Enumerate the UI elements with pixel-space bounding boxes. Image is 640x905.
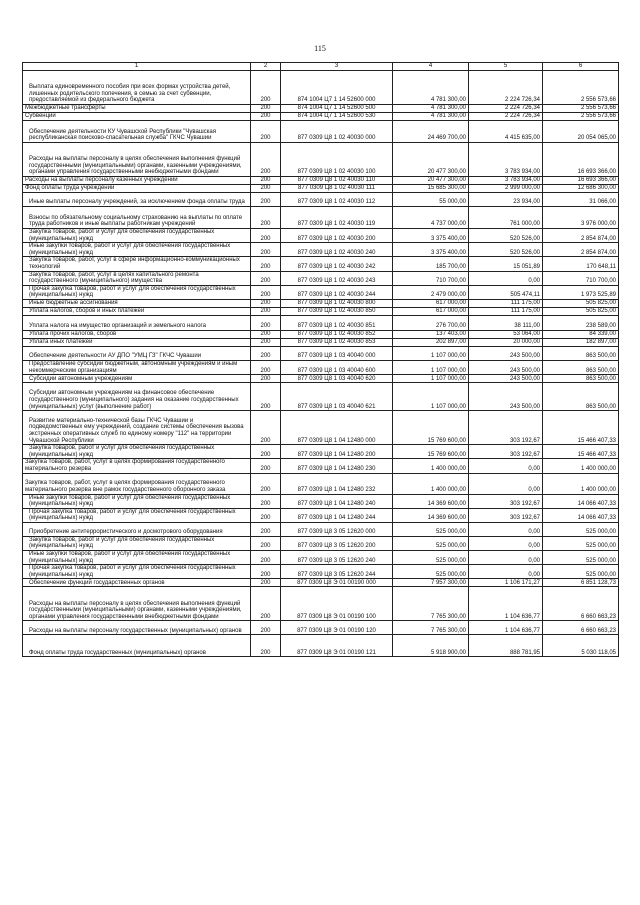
row-classification-code-cell: 877 0309 Ц8 Э 01 00190 100 <box>281 587 393 621</box>
column-header: 5 <box>469 63 543 71</box>
row-classification-code-cell: 877 0309 Ц8 1 02 40030 240 <box>281 243 393 257</box>
row-executed-amount-cell: 4 415 635,00 <box>469 121 543 143</box>
row-classification-code-cell: 877 0309 Ц8 1 02 40030 112 <box>281 193 393 207</box>
table-row <box>23 473 619 494</box>
budget-execution-table <box>22 62 619 657</box>
row-executed-amount-cell: 1 104 636,77 <box>469 587 543 621</box>
table-row <box>23 113 619 121</box>
row-classification-code-cell: 874 1004 Ц7 1 14 52600 000 <box>281 71 393 105</box>
row-approved-amount-cell: 3 375 400,00 <box>393 229 469 243</box>
row-name-cell: Фонд оплаты труда государственных (муниципальных) органов <box>23 635 251 657</box>
row-executed-amount-cell: 303 192,67 <box>469 411 543 445</box>
row-name-cell: Прочая закупка товаров, работ и услуг для обеспечения государственных (муниципальных) нужд <box>23 565 251 579</box>
row-code-cell: 200 <box>251 185 281 193</box>
row-code-cell: 200 <box>251 121 281 143</box>
row-approved-amount-cell: 185 700,00 <box>393 257 469 271</box>
row-executed-amount-cell: 303 192,67 <box>469 508 543 522</box>
row-name-cell: Приобретение антитеррористического и досмотрового оборудования <box>23 522 251 536</box>
row-remaining-amount-cell: 1 400 000,00 <box>543 459 619 473</box>
row-code-cell: 200 <box>251 257 281 271</box>
table-row <box>23 299 619 307</box>
row-approved-amount-cell: 1 107 000,00 <box>393 375 469 383</box>
row-remaining-amount-cell: 6 851 128,73 <box>543 579 619 587</box>
table-header-row <box>23 63 619 71</box>
row-approved-amount-cell: 20 477 300,00 <box>393 143 469 177</box>
row-code-cell: 200 <box>251 473 281 494</box>
row-name-cell: Прочая закупка товаров, работ и услуг для обеспечения государственных (муниципальных) нужд <box>23 508 251 522</box>
row-remaining-amount-cell: 6 660 663,23 <box>543 587 619 621</box>
row-classification-code-cell: 877 0309 Ц8 1 02 40030 800 <box>281 299 393 307</box>
table-row <box>23 494 619 508</box>
row-executed-amount-cell: 38 111,00 <box>469 315 543 330</box>
row-classification-code-cell: 877 0309 Ц8 1 03 40040 620 <box>281 375 393 383</box>
row-code-cell: 200 <box>251 360 281 374</box>
row-classification-code-cell: 877 0309 Ц8 1 04 12480 240 <box>281 494 393 508</box>
row-classification-code-cell: 877 0309 Ц8 1 02 40030 244 <box>281 285 393 299</box>
row-approved-amount-cell: 202 897,00 <box>393 338 469 346</box>
row-remaining-amount-cell: 5 030 118,05 <box>543 635 619 657</box>
page-number: 115 <box>314 44 326 53</box>
table-row <box>23 285 619 299</box>
row-remaining-amount-cell: 84 339,00 <box>543 330 619 338</box>
row-approved-amount-cell: 7 765 300,00 <box>393 587 469 621</box>
row-code-cell: 200 <box>251 445 281 459</box>
table-row <box>23 375 619 383</box>
row-classification-code-cell: 877 0309 Ц8 1 02 40030 110 <box>281 177 393 185</box>
row-name-cell: Расходы на выплаты персоналу государственных (муниципальных) органов <box>23 621 251 635</box>
row-executed-amount-cell: 303 192,67 <box>469 445 543 459</box>
row-executed-amount-cell: 15 051,89 <box>469 257 543 271</box>
row-approved-amount-cell: 4 781 300,00 <box>393 105 469 113</box>
row-remaining-amount-cell: 1 400 000,00 <box>543 473 619 494</box>
row-name-cell: Закупка товаров, работ и услуг для обеспечения государственных (муниципальных) нужд <box>23 445 251 459</box>
row-code-cell: 200 <box>251 307 281 315</box>
row-name-cell: Закупка товаров, работ и услуг для обеспечения государственных (муниципальных) нужд <box>23 229 251 243</box>
row-approved-amount-cell: 1 107 000,00 <box>393 360 469 374</box>
row-classification-code-cell: 877 0309 Ц8 1 04 12480 200 <box>281 445 393 459</box>
row-code-cell: 200 <box>251 346 281 360</box>
row-approved-amount-cell: 1 400 000,00 <box>393 473 469 494</box>
row-name-cell: Иные бюджетные ассигнования <box>23 299 251 307</box>
row-executed-amount-cell: 23 934,00 <box>469 193 543 207</box>
row-remaining-amount-cell: 6 660 663,23 <box>543 621 619 635</box>
table-row <box>23 536 619 550</box>
row-approved-amount-cell: 525 000,00 <box>393 565 469 579</box>
row-executed-amount-cell: 0,00 <box>469 271 543 285</box>
row-code-cell: 200 <box>251 299 281 307</box>
row-name-cell: Обеспечение деятельности АУ ДПО "УМЦ ГЗ" ГКЧС Чувашии <box>23 346 251 360</box>
row-remaining-amount-cell: 1 973 525,89 <box>543 285 619 299</box>
row-code-cell: 200 <box>251 522 281 536</box>
table-row <box>23 459 619 473</box>
row-code-cell: 200 <box>251 621 281 635</box>
row-name-cell: Взносы по обязательному социальному страхованию на выплаты по оплате труда работников и иные выплаты работникам учреждений <box>23 207 251 229</box>
row-code-cell: 200 <box>251 315 281 330</box>
table-row <box>23 445 619 459</box>
row-remaining-amount-cell: 15 466 407,33 <box>543 445 619 459</box>
table-row <box>23 105 619 113</box>
row-approved-amount-cell: 4 781 300,00 <box>393 71 469 105</box>
table-row <box>23 185 619 193</box>
row-name-cell: Обеспечение функций государственных органов <box>23 579 251 587</box>
row-name-cell: Уплата иных платежей <box>23 338 251 346</box>
row-remaining-amount-cell: 15 466 407,33 <box>543 411 619 445</box>
row-approved-amount-cell: 525 000,00 <box>393 551 469 565</box>
row-remaining-amount-cell: 525 000,00 <box>543 522 619 536</box>
row-classification-code-cell: 877 0309 Ц8 1 03 40040 000 <box>281 346 393 360</box>
table-row <box>23 330 619 338</box>
row-code-cell: 200 <box>251 285 281 299</box>
row-code-cell: 200 <box>251 229 281 243</box>
row-executed-amount-cell: 243 500,00 <box>469 360 543 374</box>
row-classification-code-cell: 877 0309 Ц8 1 04 12480 000 <box>281 411 393 445</box>
row-executed-amount-cell: 1 106 171,27 <box>469 579 543 587</box>
row-code-cell: 200 <box>251 177 281 185</box>
row-name-cell: Закупка товаров, работ, услуг в целях формирования государственного материального резерва <box>23 459 251 473</box>
row-approved-amount-cell: 1 400 000,00 <box>393 459 469 473</box>
row-name-cell: Закупка товаров, работ, услуг в сфере информационно-коммуникационных технологий <box>23 257 251 271</box>
row-name-cell: Межбюджетные трансферты <box>23 105 251 113</box>
row-approved-amount-cell: 5 918 900,00 <box>393 635 469 657</box>
row-approved-amount-cell: 15 769 600,00 <box>393 411 469 445</box>
row-approved-amount-cell: 20 477 300,00 <box>393 177 469 185</box>
row-classification-code-cell: 877 0309 Ц8 1 02 40030 850 <box>281 307 393 315</box>
row-remaining-amount-cell: 12 686 300,00 <box>543 185 619 193</box>
row-classification-code-cell: 877 0309 Ц8 Э 01 00190 120 <box>281 621 393 635</box>
row-executed-amount-cell: 761 000,00 <box>469 207 543 229</box>
row-classification-code-cell: 877 0309 Ц8 1 04 12480 232 <box>281 473 393 494</box>
row-executed-amount-cell: 53 064,00 <box>469 330 543 338</box>
row-remaining-amount-cell: 863 500,00 <box>543 383 619 411</box>
row-remaining-amount-cell: 3 976 000,00 <box>543 207 619 229</box>
table-row <box>23 207 619 229</box>
row-name-cell: Закупка товаров, работ и услуг для обеспечения государственных (муниципальных) нужд <box>23 536 251 550</box>
row-code-cell: 200 <box>251 375 281 383</box>
row-approved-amount-cell: 15 769 600,00 <box>393 445 469 459</box>
row-approved-amount-cell: 4 781 300,00 <box>393 113 469 121</box>
row-code-cell: 200 <box>251 243 281 257</box>
row-name-cell: Субсидии автономным учреждениям на финансовое обеспечение государственного (муниципального) задания на оказание государственных (муниципальных) услуг (выполнение работ) <box>23 383 251 411</box>
row-remaining-amount-cell: 2 854 874,00 <box>543 243 619 257</box>
row-approved-amount-cell: 4 737 000,00 <box>393 207 469 229</box>
column-header: 3 <box>281 63 393 71</box>
table-row <box>23 193 619 207</box>
table-row <box>23 508 619 522</box>
row-name-cell: Иные выплаты персоналу учреждений, за исключением фонда оплаты труда <box>23 193 251 207</box>
row-approved-amount-cell: 617 000,00 <box>393 299 469 307</box>
row-remaining-amount-cell: 863 500,00 <box>543 346 619 360</box>
row-name-cell: Иные закупки товаров, работ и услуг для обеспечения государственных (муниципальных) нужд <box>23 494 251 508</box>
row-executed-amount-cell: 0,00 <box>469 551 543 565</box>
row-executed-amount-cell: 111 175,00 <box>469 299 543 307</box>
row-name-cell: Уплата налогов, сборов и иных платежей <box>23 307 251 315</box>
column-header: 4 <box>393 63 469 71</box>
table-row <box>23 143 619 177</box>
row-code-cell: 200 <box>251 71 281 105</box>
row-approved-amount-cell: 525 000,00 <box>393 536 469 550</box>
row-name-cell: Фонд оплаты труда учреждений <box>23 185 251 193</box>
row-code-cell: 200 <box>251 579 281 587</box>
table-row <box>23 229 619 243</box>
row-name-cell: Обеспечение деятельности КУ Чувашской Республики "Чувашская республиканская поисково-спасательная служба" ГКЧС Чувашии <box>23 121 251 143</box>
row-executed-amount-cell: 243 500,00 <box>469 383 543 411</box>
row-classification-code-cell: 877 0309 Ц8 1 02 40030 119 <box>281 207 393 229</box>
row-executed-amount-cell: 0,00 <box>469 536 543 550</box>
row-approved-amount-cell: 14 369 600,00 <box>393 494 469 508</box>
row-remaining-amount-cell: 14 066 407,33 <box>543 494 619 508</box>
row-remaining-amount-cell: 863 500,00 <box>543 375 619 383</box>
column-header: 1 <box>23 63 251 71</box>
row-code-cell: 200 <box>251 508 281 522</box>
row-approved-amount-cell: 525 000,00 <box>393 522 469 536</box>
row-name-cell: Расходы на выплаты персоналу казенных учреждений <box>23 177 251 185</box>
table-row <box>23 383 619 411</box>
row-classification-code-cell: 877 0309 Ц8 1 02 40030 111 <box>281 185 393 193</box>
table-row <box>23 71 619 105</box>
row-classification-code-cell: 874 1004 Ц7 1 14 52600 530 <box>281 113 393 121</box>
row-executed-amount-cell: 303 192,67 <box>469 494 543 508</box>
row-remaining-amount-cell: 525 000,00 <box>543 551 619 565</box>
column-header: 6 <box>543 63 619 71</box>
row-remaining-amount-cell: 16 693 366,00 <box>543 143 619 177</box>
row-name-cell: Уплата прочих налогов, сборов <box>23 330 251 338</box>
row-executed-amount-cell: 3 783 934,00 <box>469 143 543 177</box>
row-name-cell: Субвенции <box>23 113 251 121</box>
row-approved-amount-cell: 2 479 000,00 <box>393 285 469 299</box>
row-approved-amount-cell: 7 765 300,00 <box>393 621 469 635</box>
row-classification-code-cell: 877 0309 Ц8 3 05 12620 244 <box>281 565 393 579</box>
row-classification-code-cell: 877 0309 Ц8 1 02 40030 851 <box>281 315 393 330</box>
row-classification-code-cell: 877 0309 Ц8 1 02 40030 200 <box>281 229 393 243</box>
table-row <box>23 257 619 271</box>
row-remaining-amount-cell: 182 897,00 <box>543 338 619 346</box>
row-code-cell: 200 <box>251 565 281 579</box>
table-row <box>23 307 619 315</box>
row-code-cell: 200 <box>251 143 281 177</box>
row-code-cell: 200 <box>251 193 281 207</box>
row-remaining-amount-cell: 2 556 573,66 <box>543 113 619 121</box>
row-remaining-amount-cell: 525 000,00 <box>543 536 619 550</box>
row-approved-amount-cell: 7 957 300,00 <box>393 579 469 587</box>
row-code-cell: 200 <box>251 635 281 657</box>
row-executed-amount-cell: 1 104 636,77 <box>469 621 543 635</box>
row-approved-amount-cell: 1 107 000,00 <box>393 383 469 411</box>
row-classification-code-cell: 877 0309 Ц8 3 05 12620 240 <box>281 551 393 565</box>
row-executed-amount-cell: 2 224 726,34 <box>469 71 543 105</box>
row-remaining-amount-cell: 2 556 573,66 <box>543 71 619 105</box>
row-remaining-amount-cell: 31 066,00 <box>543 193 619 207</box>
row-classification-code-cell: 877 0309 Ц8 3 05 12620 200 <box>281 536 393 550</box>
row-name-cell: Развитие материально-технической базы ГКЧС Чувашии и подведомственных ему учреждений, создание системы обеспечения вызова экстренных оперативных служб по единому номеру "112" на территории Чувашской Республики <box>23 411 251 445</box>
row-remaining-amount-cell: 505 825,00 <box>543 307 619 315</box>
row-executed-amount-cell: 243 500,00 <box>469 375 543 383</box>
row-executed-amount-cell: 0,00 <box>469 522 543 536</box>
row-name-cell: Предоставление субсидий бюджетным, автономным учреждениям и иным некоммерческим организациям <box>23 360 251 374</box>
table-row <box>23 579 619 587</box>
row-name-cell: Расходы на выплаты персоналу в целях обеспечения выполнения функций государственными (муниципальными) органами, казенными учреждениями, органами управления государственными внебюджетными фондами <box>23 143 251 177</box>
row-approved-amount-cell: 14 369 600,00 <box>393 508 469 522</box>
row-code-cell: 200 <box>251 383 281 411</box>
table-row <box>23 522 619 536</box>
row-code-cell: 200 <box>251 338 281 346</box>
row-code-cell: 200 <box>251 494 281 508</box>
row-code-cell: 200 <box>251 587 281 621</box>
row-code-cell: 200 <box>251 536 281 550</box>
row-executed-amount-cell: 0,00 <box>469 473 543 494</box>
table-row <box>23 411 619 445</box>
row-remaining-amount-cell: 238 589,00 <box>543 315 619 330</box>
row-approved-amount-cell: 710 700,00 <box>393 271 469 285</box>
row-executed-amount-cell: 20 000,00 <box>469 338 543 346</box>
row-classification-code-cell: 877 0309 Ц8 1 02 40030 242 <box>281 257 393 271</box>
row-remaining-amount-cell: 863 500,00 <box>543 360 619 374</box>
table-row <box>23 271 619 285</box>
table-body <box>23 71 619 657</box>
row-classification-code-cell: 874 1004 Ц7 1 14 52600 500 <box>281 105 393 113</box>
row-executed-amount-cell: 0,00 <box>469 459 543 473</box>
row-approved-amount-cell: 55 000,00 <box>393 193 469 207</box>
row-executed-amount-cell: 2 999 000,00 <box>469 185 543 193</box>
row-executed-amount-cell: 3 783 934,00 <box>469 177 543 185</box>
row-code-cell: 200 <box>251 207 281 229</box>
row-name-cell: Прочая закупка товаров, работ и услуг для обеспечения государственных (муниципальных) нужд <box>23 285 251 299</box>
row-executed-amount-cell: 2 224 726,34 <box>469 113 543 121</box>
row-name-cell: Выплата единовременного пособия при всех формах устройства детей, лишенных родительского попечения, в семью за счет субвенции, предоставляемой из федерального бюджета <box>23 71 251 105</box>
row-approved-amount-cell: 137 403,00 <box>393 330 469 338</box>
table-row <box>23 243 619 257</box>
row-classification-code-cell: 877 0309 Ц8 1 02 40030 243 <box>281 271 393 285</box>
row-remaining-amount-cell: 2 854 874,00 <box>543 229 619 243</box>
row-name-cell: Уплата налога на имущество организаций и земельного налога <box>23 315 251 330</box>
row-code-cell: 200 <box>251 105 281 113</box>
row-remaining-amount-cell: 20 054 065,00 <box>543 121 619 143</box>
row-executed-amount-cell: 2 224 726,34 <box>469 105 543 113</box>
row-classification-code-cell: 877 0309 Ц8 1 02 40030 853 <box>281 338 393 346</box>
table-row <box>23 360 619 374</box>
row-code-cell: 200 <box>251 411 281 445</box>
row-name-cell: Закупка товаров, работ, услуг в целях капитального ремонта государственного (муниципального) имущества <box>23 271 251 285</box>
row-approved-amount-cell: 3 375 400,00 <box>393 243 469 257</box>
row-remaining-amount-cell: 170 648,11 <box>543 257 619 271</box>
table-row <box>23 315 619 330</box>
row-executed-amount-cell: 111 175,00 <box>469 307 543 315</box>
row-approved-amount-cell: 276 700,00 <box>393 315 469 330</box>
row-classification-code-cell: 877 0309 Ц8 1 03 40040 621 <box>281 383 393 411</box>
row-name-cell: Расходы на выплаты персоналу в целях обеспечения выполнения функций государственными (муниципальными) органами, казенными учреждениями, органами управления государственными внебюджетными фондами <box>23 587 251 621</box>
row-executed-amount-cell: 0,00 <box>469 565 543 579</box>
table-row <box>23 635 619 657</box>
row-code-cell: 200 <box>251 113 281 121</box>
row-classification-code-cell: 877 0309 Ц8 1 02 40030 100 <box>281 143 393 177</box>
row-remaining-amount-cell: 16 693 366,00 <box>543 177 619 185</box>
row-remaining-amount-cell: 14 066 407,33 <box>543 508 619 522</box>
row-name-cell: Иные закупки товаров, работ и услуг для обеспечения государственных (муниципальных) нужд <box>23 243 251 257</box>
row-name-cell: Закупка товаров, работ, услуг в целях формирования государственного материального резерва вне рамок государственного оборонного заказа <box>23 473 251 494</box>
row-classification-code-cell: 877 0309 Ц8 1 03 40040 600 <box>281 360 393 374</box>
row-executed-amount-cell: 505 474,11 <box>469 285 543 299</box>
table-row <box>23 621 619 635</box>
row-classification-code-cell: 877 0309 Ц8 1 04 12480 230 <box>281 459 393 473</box>
row-name-cell: Иные закупки товаров, работ и услуг для обеспечения государственных (муниципальных) нужд <box>23 551 251 565</box>
row-approved-amount-cell: 1 107 000,00 <box>393 346 469 360</box>
table-row <box>23 551 619 565</box>
row-remaining-amount-cell: 710 700,00 <box>543 271 619 285</box>
table-row <box>23 338 619 346</box>
row-executed-amount-cell: 520 526,00 <box>469 243 543 257</box>
row-approved-amount-cell: 617 000,00 <box>393 307 469 315</box>
row-remaining-amount-cell: 2 556 573,66 <box>543 105 619 113</box>
column-header: 2 <box>251 63 281 71</box>
table-row <box>23 565 619 579</box>
table-row <box>23 177 619 185</box>
row-code-cell: 200 <box>251 551 281 565</box>
row-classification-code-cell: 877 0309 Ц8 1 02 40030 000 <box>281 121 393 143</box>
row-classification-code-cell: 877 0309 Ц8 Э 01 00190 121 <box>281 635 393 657</box>
row-classification-code-cell: 877 0309 Ц8 3 05 12620 000 <box>281 522 393 536</box>
row-remaining-amount-cell: 505 825,00 <box>543 299 619 307</box>
row-code-cell: 200 <box>251 330 281 338</box>
table-row <box>23 121 619 143</box>
row-approved-amount-cell: 24 469 700,00 <box>393 121 469 143</box>
row-classification-code-cell: 877 0309 Ц8 1 02 40030 852 <box>281 330 393 338</box>
row-remaining-amount-cell: 525 000,00 <box>543 565 619 579</box>
row-code-cell: 200 <box>251 271 281 285</box>
row-executed-amount-cell: 520 526,00 <box>469 229 543 243</box>
table-row <box>23 587 619 621</box>
row-name-cell: Субсидии автономным учреждениям <box>23 375 251 383</box>
table-row <box>23 346 619 360</box>
row-code-cell: 200 <box>251 459 281 473</box>
row-classification-code-cell: 877 0309 Ц8 1 04 12480 244 <box>281 508 393 522</box>
row-executed-amount-cell: 243 500,00 <box>469 346 543 360</box>
row-executed-amount-cell: 888 781,95 <box>469 635 543 657</box>
row-approved-amount-cell: 15 685 300,00 <box>393 185 469 193</box>
row-classification-code-cell: 877 0309 Ц8 Э 01 00190 000 <box>281 579 393 587</box>
